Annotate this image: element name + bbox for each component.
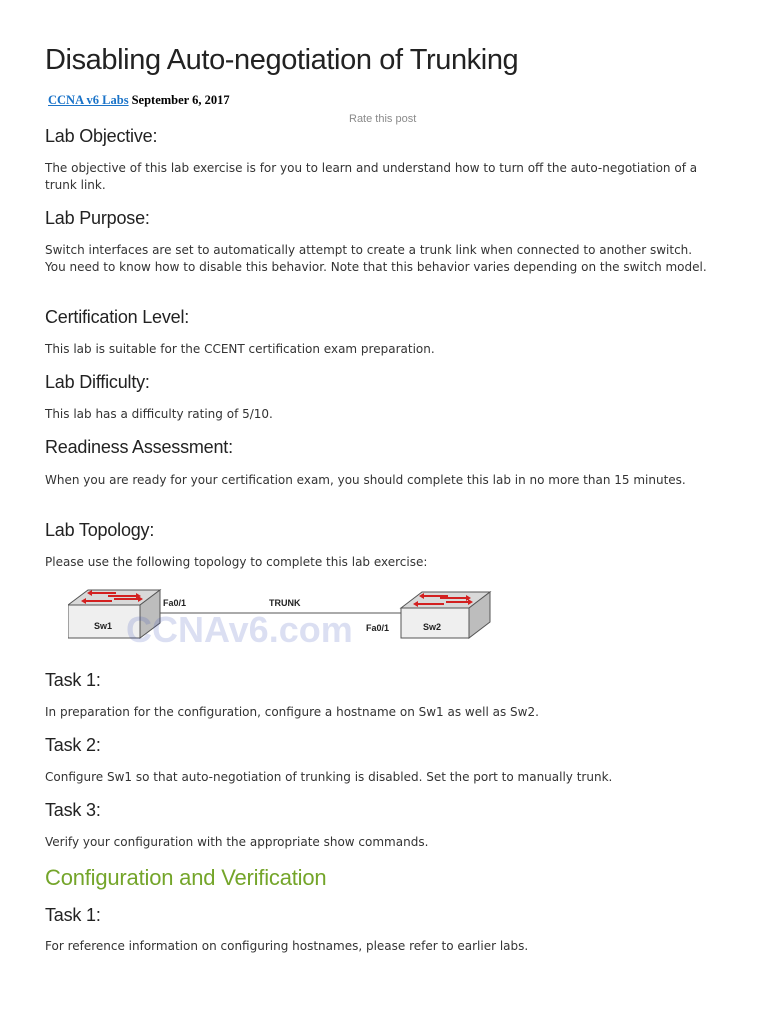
sw1-label: Sw1 [94, 621, 113, 631]
switch-sw2 [401, 592, 490, 638]
text-lab-objective: The objective of this lab exercise is for you to learn and understand how to turn off the auto-negotiation of a trunk link. [45, 161, 698, 192]
heading-lab-topology: Lab Topology: [45, 520, 155, 540]
heading-configuration-verification: Configuration and Verification [45, 865, 327, 890]
rate-this-post[interactable]: Rate this post [349, 113, 417, 125]
heading-lab-purpose: Lab Purpose: [45, 208, 150, 228]
topology-diagram [68, 584, 518, 646]
text-lab-difficulty: This lab has a difficulty rating of 5/10. [45, 407, 273, 421]
heading-certification-level: Certification Level: [45, 307, 190, 327]
category-link[interactable]: CCNA v6 Labs [48, 93, 129, 107]
trunk-label: TRUNK [269, 598, 301, 608]
text-readiness-assessment: When you are ready for your certification exam, you should complete this lab in no more than 15 minutes. [45, 473, 686, 487]
post-meta [48, 93, 230, 108]
heading-task-2: Task 2: [45, 735, 101, 755]
text-lab-topology: Please use the following topology to complete this lab exercise: [45, 555, 428, 569]
heading-lab-difficulty: Lab Difficulty: [45, 372, 150, 392]
heading-task-3: Task 3: [45, 800, 101, 820]
heading-task-1: Task 1: [45, 670, 101, 690]
heading-readiness-assessment: Readiness Assessment: [45, 437, 233, 457]
text-lab-purpose: Switch interfaces are set to automatically attempt to create a trunk link when connected to another switch. You need to know how to disable this behavior. Note that this behavior varies depending on the switch model. [45, 243, 707, 274]
heading-lab-objective: Lab Objective: [45, 126, 158, 146]
post-date: September 6, 2017 [131, 93, 230, 107]
sw2-label: Sw2 [423, 622, 442, 632]
watermark: CCNAv6.com [126, 609, 353, 646]
port-label-left: Fa0/1 [163, 598, 187, 608]
text-config-task-1: For reference information on configuring hostnames, please refer to earlier labs. [45, 939, 529, 953]
port-label-right: Fa0/1 [366, 623, 390, 633]
heading-config-task-1: Task 1: [45, 905, 101, 925]
text-task-3: Verify your configuration with the appropriate show commands. [45, 835, 429, 849]
text-task-1: In preparation for the configuration, configure a hostname on Sw1 as well as Sw2. [45, 705, 539, 719]
page-title: Disabling Auto-negotiation of Trunking [45, 44, 519, 76]
text-certification-level: This lab is suitable for the CCENT certification exam preparation. [45, 342, 435, 356]
text-task-2: Configure Sw1 so that auto-negotiation of trunking is disabled. Set the port to manually trunk. [45, 770, 613, 784]
